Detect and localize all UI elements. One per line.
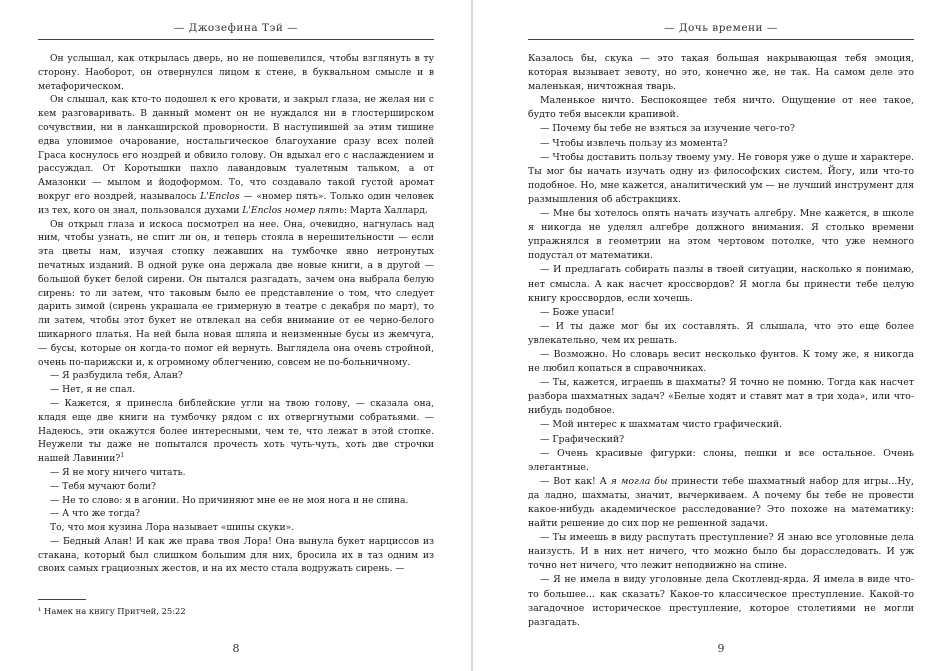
paragraph: — Тебя мучают боли? <box>50 480 156 492</box>
page-number-left: 8 <box>232 642 240 655</box>
paragraph: — А что же тогда? <box>50 508 140 520</box>
paragraph: Он открыл глаза и искоса посмотрел на нее. Она, очевидно, нагнулась над ним, чтобы узнать, не спит ли он, и теперь стояла в нерешительности — если эта цветы нам, изучая стопку лежавших на тумбочке явно нетронутых печатных изданий. В одной руке она держала две новые книги, а в другой — большой букет белой сирени. Он пытался разгадать, зачем она выбрала белую сирень: то ли затем, что таковым было ее представление о том, что следует дарить зимой (сирень украшала ее гримерную в театре с декабря по март), то ли затем, чтобы этот букет не отвлекал на себя внимание от ее черно-белого шикарного платья. На ней была новая шляпа и неизменные бусы из жемчуга, — бусы, которые он когда-то помог ей вернуть. Выглядела она очень стройной, очень по-парижски и, к огромному облегчению, совсем не по-больничному. <box>38 218 434 368</box>
left-page-body <box>38 52 434 576</box>
paragraph: — Мой интерес к шахматам чисто графический. <box>540 419 783 431</box>
paragraph: — Я разбудила тебя, Алан? <box>50 370 183 382</box>
paragraph: — Не то слово: я в агонии. Но причиняют мне ее не моя нога и не спина. <box>50 494 409 506</box>
paragraph: Казалось бы, скука — это такая большая накрывающая тебя эмоция, которая вызывает зевоту, но это, конечно же, не так. На самом деле это маленькая, ничтожная тварь. <box>528 53 914 93</box>
paragraph: — Кажется, я принесла библейские угли на твою голову, — сказала она, кладя еще две книги на тумбочку рядом с их отвергнутыми собратьями. — Надеюсь, эти окажутся более интересными, чем те, что лежат в этой стопке. Неужели ты даже не попытался прочесть хоть чуть-чуть, хоть две строчки нашей Лавинии?$^1$ <box>38 397 434 465</box>
paragraph: Маленькое ничто. Беспокоящее тебя ничто. Ощущение от нее такое, будто тебя высекли крапивой. <box>528 95 914 121</box>
paragraph: — Ты имеешь в виду распутать преступление? Я знаю все уголовные дела наизусть. И в них нет ничего, что можно было бы дорасследовать. И уж точно нет ничего, что лежит неподвижно на спине. <box>528 532 914 572</box>
running-header-left: — Джозефина Тэй — <box>173 22 299 34</box>
paragraph: — Мне бы хотелось опять начать изучать алгебру. Мне кажется, в школе я никогда не уделял алгебре должного внимания. Я столько времени упражнялся в геометрии на этом чертовом потолке, что уже немного подустал от математики. <box>528 208 914 262</box>
header-rule-left <box>38 39 434 40</box>
footnote-marker[interactable]: 1 <box>120 452 125 460</box>
paragraph: — Я не могу ничего читать. <box>50 466 186 478</box>
paragraph: — Вот как! А я могла бы принести тебе шахматный набор для игры...Ну, да ладно, шахматы, значит, вычеркиваем. А почему бы тебе не провести какое-нибудь академическое расследование? Это похоже на математику: найти решение до сих пор не решенной задачи. <box>528 475 914 530</box>
page-number-right: 9 <box>717 642 725 655</box>
paragraph: — Чтобы доставить пользу твоему уму. Не говоря уже о душе и характере. Ты мог бы начать изучать одну из философских систем. Йогу, или что-то подобное. Но, мне кажется, аналитический ум — не лучший инструмент для размышления об абстракциях. <box>528 151 914 205</box>
paragraph: То, что моя кузина Лора называет «шипы скуки». <box>50 522 295 534</box>
paragraph: — Нет, я не спал. <box>50 384 136 396</box>
paragraph: Он слышал, как кто-то подошел к его кровати, и закрыл глаза, не желая ни с кем разговаривать. В данный момент он не нуждался ни в глостерширском сочувствии, ни в ланкаширской проворности. В наступившей за этим тишине едва уловимое очарование, ностальгическое благоухание сразу всех полей Граса коснулось его ноздрей и обвило голову. Он вдыхал его с наслаждением и рассуждал. От Коротышки пахло лавандовым туалетным тальком, а от Амазонки — мылом и йодоформом. То, что создавало такой густой аромат вокруг его ноздрей, называлось L'Enclos — «номер пять». Только один человек из тех, кого он знал, пользовался духами L'Enclos номер пять: Марта Халлард. <box>38 94 435 216</box>
footnote-rule <box>38 599 86 600</box>
running-header-right: — Дочь времени — <box>664 22 778 34</box>
right-page <box>472 0 944 671</box>
paragraph: — Я не имела в виду уголовные дела Скотленд-ярда. Я имела в виде что-то большее... как сказать? Какое-то классическое преступление. Какой-то загадочное историческое преступление, которое столетиями не могли разгадать. <box>528 574 914 628</box>
right-page-body <box>528 52 914 630</box>
paragraph: — Бедный Алан! И как же права твоя Лора! Она вынула букет нарциссов из стакана, который был слишком большим для них, бросила их в таз одним из своих самых грациозных жестов, и на их место стала водружать сирень. — <box>38 535 434 575</box>
paragraph: Он услышал, как открылась дверь, но не пошевелился, чтобы взглянуть в ту сторону. Наоборот, он отвернулся лицом к стене, в буквальном смысле и в метафорическом. <box>38 53 434 92</box>
paragraph: — Чтобы извлечь пользу из момента? <box>540 137 728 149</box>
paragraph: — Боже упаси! <box>540 306 615 318</box>
paragraph: — Почему бы тебе не взяться за изучение чего-то? <box>540 123 795 135</box>
paragraph: — И предлагать собирать пазлы в твоей ситуации, насколько я понимаю, нет смысла. А как насчет кроссвордов? Я могла бы принести тебе целую книгу кроссвордов, если хочешь. <box>528 264 914 304</box>
paragraph: — И ты даже мог бы их составлять. Я слышала, что это еще более увлекательно, чем их решать. <box>528 320 914 346</box>
footnote: ¹ Намек на книгу Притчей, 25:22 <box>38 606 186 616</box>
header-rule-right <box>528 39 914 40</box>
paragraph: — Ты, кажется, играешь в шахматы? Я точно не помню. Тогда как насчет разбора шахматных задач? «Белые ходят и ставят мат в три хода», или что-нибудь подобное. <box>528 377 914 417</box>
paragraph: — Очень красивые фигурки: слоны, пешки и все остальное. Очень элегантные. <box>528 447 914 473</box>
paragraph: — Графический? <box>540 433 625 445</box>
paragraph: — Возможно. Но словарь весит несколько фунтов. К тому же, я никогда не любил копаться в справочниках. <box>528 348 914 375</box>
